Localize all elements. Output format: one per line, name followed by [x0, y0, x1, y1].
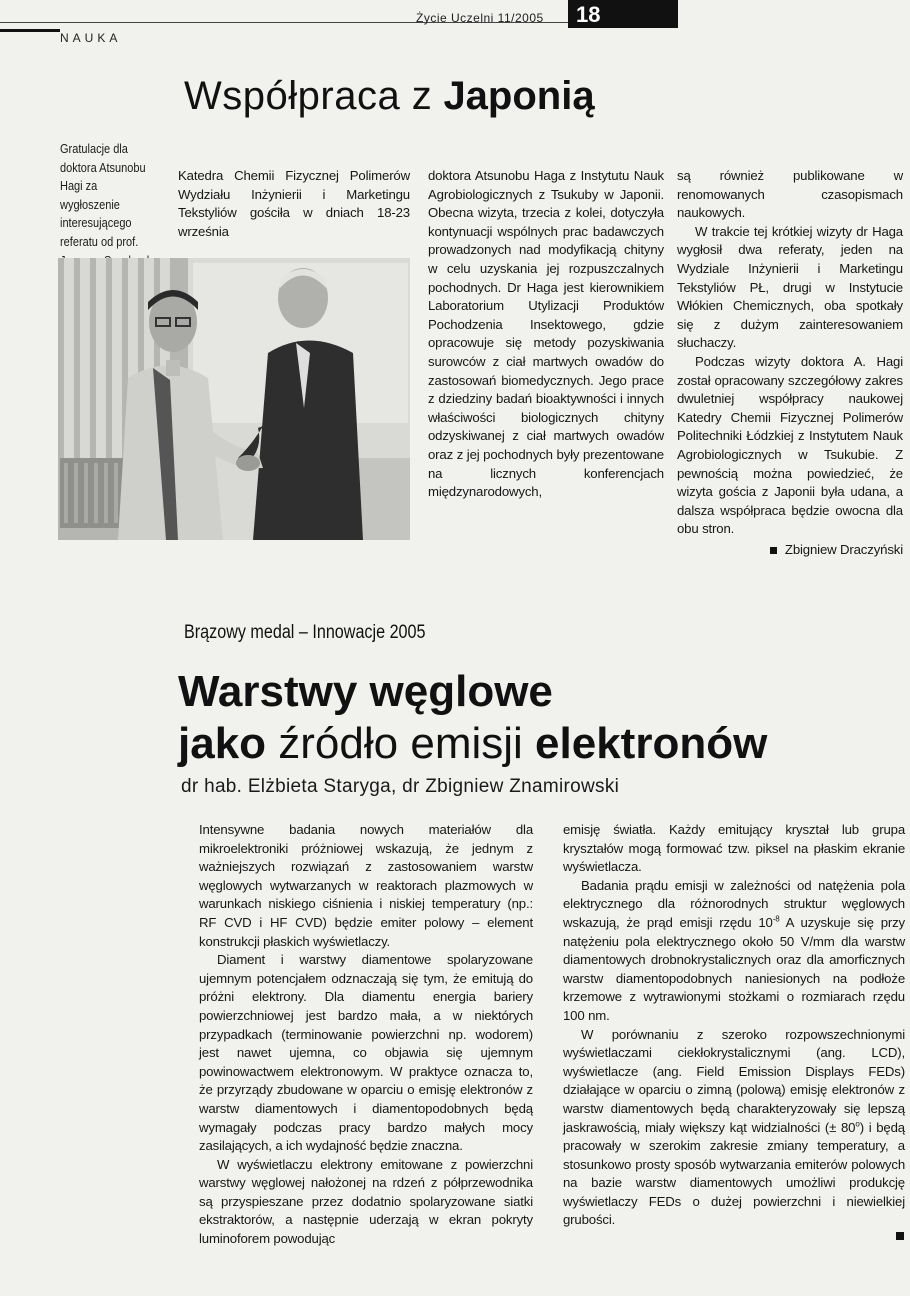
article2-kicker: Brązowy medal – Innowacje 2005 [184, 622, 426, 643]
article1-title [184, 70, 595, 122]
article1-col1-text: Katedra Chemii Fizycznej Polimerów Wydziału Inżynierii i Marketingu Tekstyliów gościła w dniach 18-23 września [178, 168, 410, 239]
article2-column-right [563, 821, 905, 1230]
handshake-photo [58, 258, 410, 540]
section-label: NAUKA [60, 31, 122, 45]
section-rule [0, 29, 60, 32]
article2-title-elektronow: elektronów [535, 719, 768, 768]
article1-col2-text: doktora Atsunobu Haga z Instytutu Nauk Agrobiologicznych z Tsukuby w Japonii. Obecna wizyta, trzecia z kolei, dotyczyła kontynuacji wspólnych prac badawczych prowadzonych nad modyfikacją chityny w celu uzyskania jej rozpuszczalnych pochodnych. Dr Haga jest kierownikiem Laboratorium Utylizacji Produktów Pochodzenia Insektowego, gdzie opracowuje się metody pozyskiwania surowców z ciał martwych owadów do zastosowań biomedycznych. Jego prace z dziedziny badań bioaktywności i innych właściwości biologicznych chityny odzyskiwanej z ciał martwych owadów oraz z jej pochodnych były prezentowane na licznych konferencjach międzynarodowych, [428, 168, 664, 500]
article2-left-p3: W wyświetlaczu elektrony emitowane z powierzchni warstwy węglowej nałożonej na rdzeń z półprzewodnika są przyspieszane przez dodatnio spolaryzowane siatki ekstraktorów, a następnie uderzają w ekran pokryty luminoforem powodując [199, 1156, 533, 1247]
article1-column-2 [428, 167, 664, 502]
article1-author-name: Zbigniew Draczyński [784, 541, 903, 557]
article1-col3-p1: są również publikowane w renomowanych czasopismach naukowych. [677, 168, 903, 221]
page-number: 18 [568, 0, 678, 28]
article2-right-p2-sup: -8 [772, 914, 780, 924]
photo-caption: Gratulacje dla doktora Atsunobu Hagi za wygłoszenie interesującego referatu od prof. [60, 142, 146, 249]
article2-right-p3 [563, 1026, 905, 1231]
article2-title-jako: jako [178, 719, 267, 768]
article2-column-left [199, 821, 533, 1249]
article1-column-3 [677, 167, 903, 559]
handshake-photo-illustration [58, 258, 410, 540]
article1-col3-p3: Podczas wizyty doktora A. Hagi został opracowany szczegółowy zakres dwuletniej współpracy naukowej Katedry Chemii Fizycznej Polimerów Politechniki Łódzkiej z Instytutem Nauk Agrobiologicznych w Tsukubie. Z pewnością można powiedzieć, że wizyta gościa z Japonii była udana, a dalsza współpraca będzie owocna dla obu stron. [677, 353, 903, 537]
article2-right-p1: emisję światła. Każdy emitujący kryształ lub grupa kryształów mogą formować tzw. piksel na płaskim ekranie wyświetlacza. [563, 822, 905, 875]
journal-title: Życie Uczelni 11/2005 [416, 11, 544, 25]
article2-title-light: źródło emisji [278, 719, 523, 768]
article1-author [677, 541, 903, 560]
article2-right-p3-sup: o [855, 1119, 860, 1129]
article2-title-line2 [178, 718, 767, 770]
article2-right-p3-b: ) i będą pracowały w szerokim zakresie zmiany temperatury, a stosunkowo prosty sposób wytwarzania emiterów polowych na bazie warstw diamentowych umożliwi produkcję wyświetlaczy FEDs o dużej powierzchni i niewielkiej grubości. [563, 1119, 905, 1228]
bleed-through-texture [680, 78, 910, 158]
bullet-square-icon [770, 547, 777, 554]
article2-authors: dr hab. Elżbieta Staryga, dr Zbigniew Znamirowski [181, 776, 620, 797]
article2-right-p2-b: A uzyskuje się przy natężeniu pola elektrycznego około 50 V/mm dla warstw diamentowych drobnokrystalicznych oraz dla amorficznych warstw diamentopodobnych naniesionych na podłoże krzemowe z wytrawionymi stożkami o rozmiarach rzędu 100 nm. [563, 914, 906, 1023]
article1-column-1 [178, 167, 410, 241]
article2-title-line1: Warstwy węglowe [178, 667, 553, 716]
article1-title-light: Współpraca z [184, 74, 433, 118]
article2-left-p1: Intensywne badania nowych materiałów dla mikroelektroniki próżniowej wskazują, że jednym z ważniejszych rozwiązań z zastosowaniem warstw węglowych wytwarzanych w reaktorach plazmowych w warunkach niskiego ciśnienia i niskiej temperatury (np.: RF CVD i HF CVD) będzie emiter polowy – element konstrukcji płaskich wyświetlaczy. [199, 822, 533, 949]
article2-left-p2: Diament i warstwy diamentowe spolaryzowane ujemnym potencjałem odznaczają się tym, że emitują do próżni elektrony. Dla diamentu energia bariery powierzchniowej jest bardzo mała, a w niektórych przypadkach (terminowanie powierzchni np. wodorem) jest nawet ujemna, co objawia się ujemnym powinowactwem elektronowym. W praktyce oznacza to, że przyrządy zbudowane w oparciu o emisję elektronów z warstw diamentowych i diamentopodobnych będą wymagały podczas pracy bardzo małych mocy zasilających, a ich wydajność będzie znaczna. [199, 952, 533, 1154]
article1-title-bold: Japonią [443, 74, 595, 118]
article2-right-p2-a: Badania prądu emisji w zależności od natężenia pola elektrycznego dla różnorodnych struktur węglowych wskazują, że prąd emisji rzędu 10 [563, 877, 905, 930]
article2-right-p2 [563, 877, 905, 1026]
end-of-article-square-icon [896, 1232, 904, 1240]
article2-right-p3-a: W porównaniu z szeroko rozpowszechnionymi wyświetlaczami ciekłokrystalicznymi (ang. LCD), wyświetlacze (ang. Field Emission Displays FEDs) działające w oparciu o zimną (polową) emisję elektronów z warstw diamentowych będą charakteryzowały się lepszą jaskrawością, miały większy kąt widzialności (± 80 [563, 1026, 905, 1135]
article1-col3-p2: W trakcie tej krótkiej wizyty dr Haga wygłosił dwa referaty, jeden na Wydziale Inżynierii i Marketingu Tekstyliów PŁ, drugi w Instytucie Włókien Chemicznych, oba spotkały się z dużym zainteresowaniem słuchaczy. [677, 223, 903, 351]
